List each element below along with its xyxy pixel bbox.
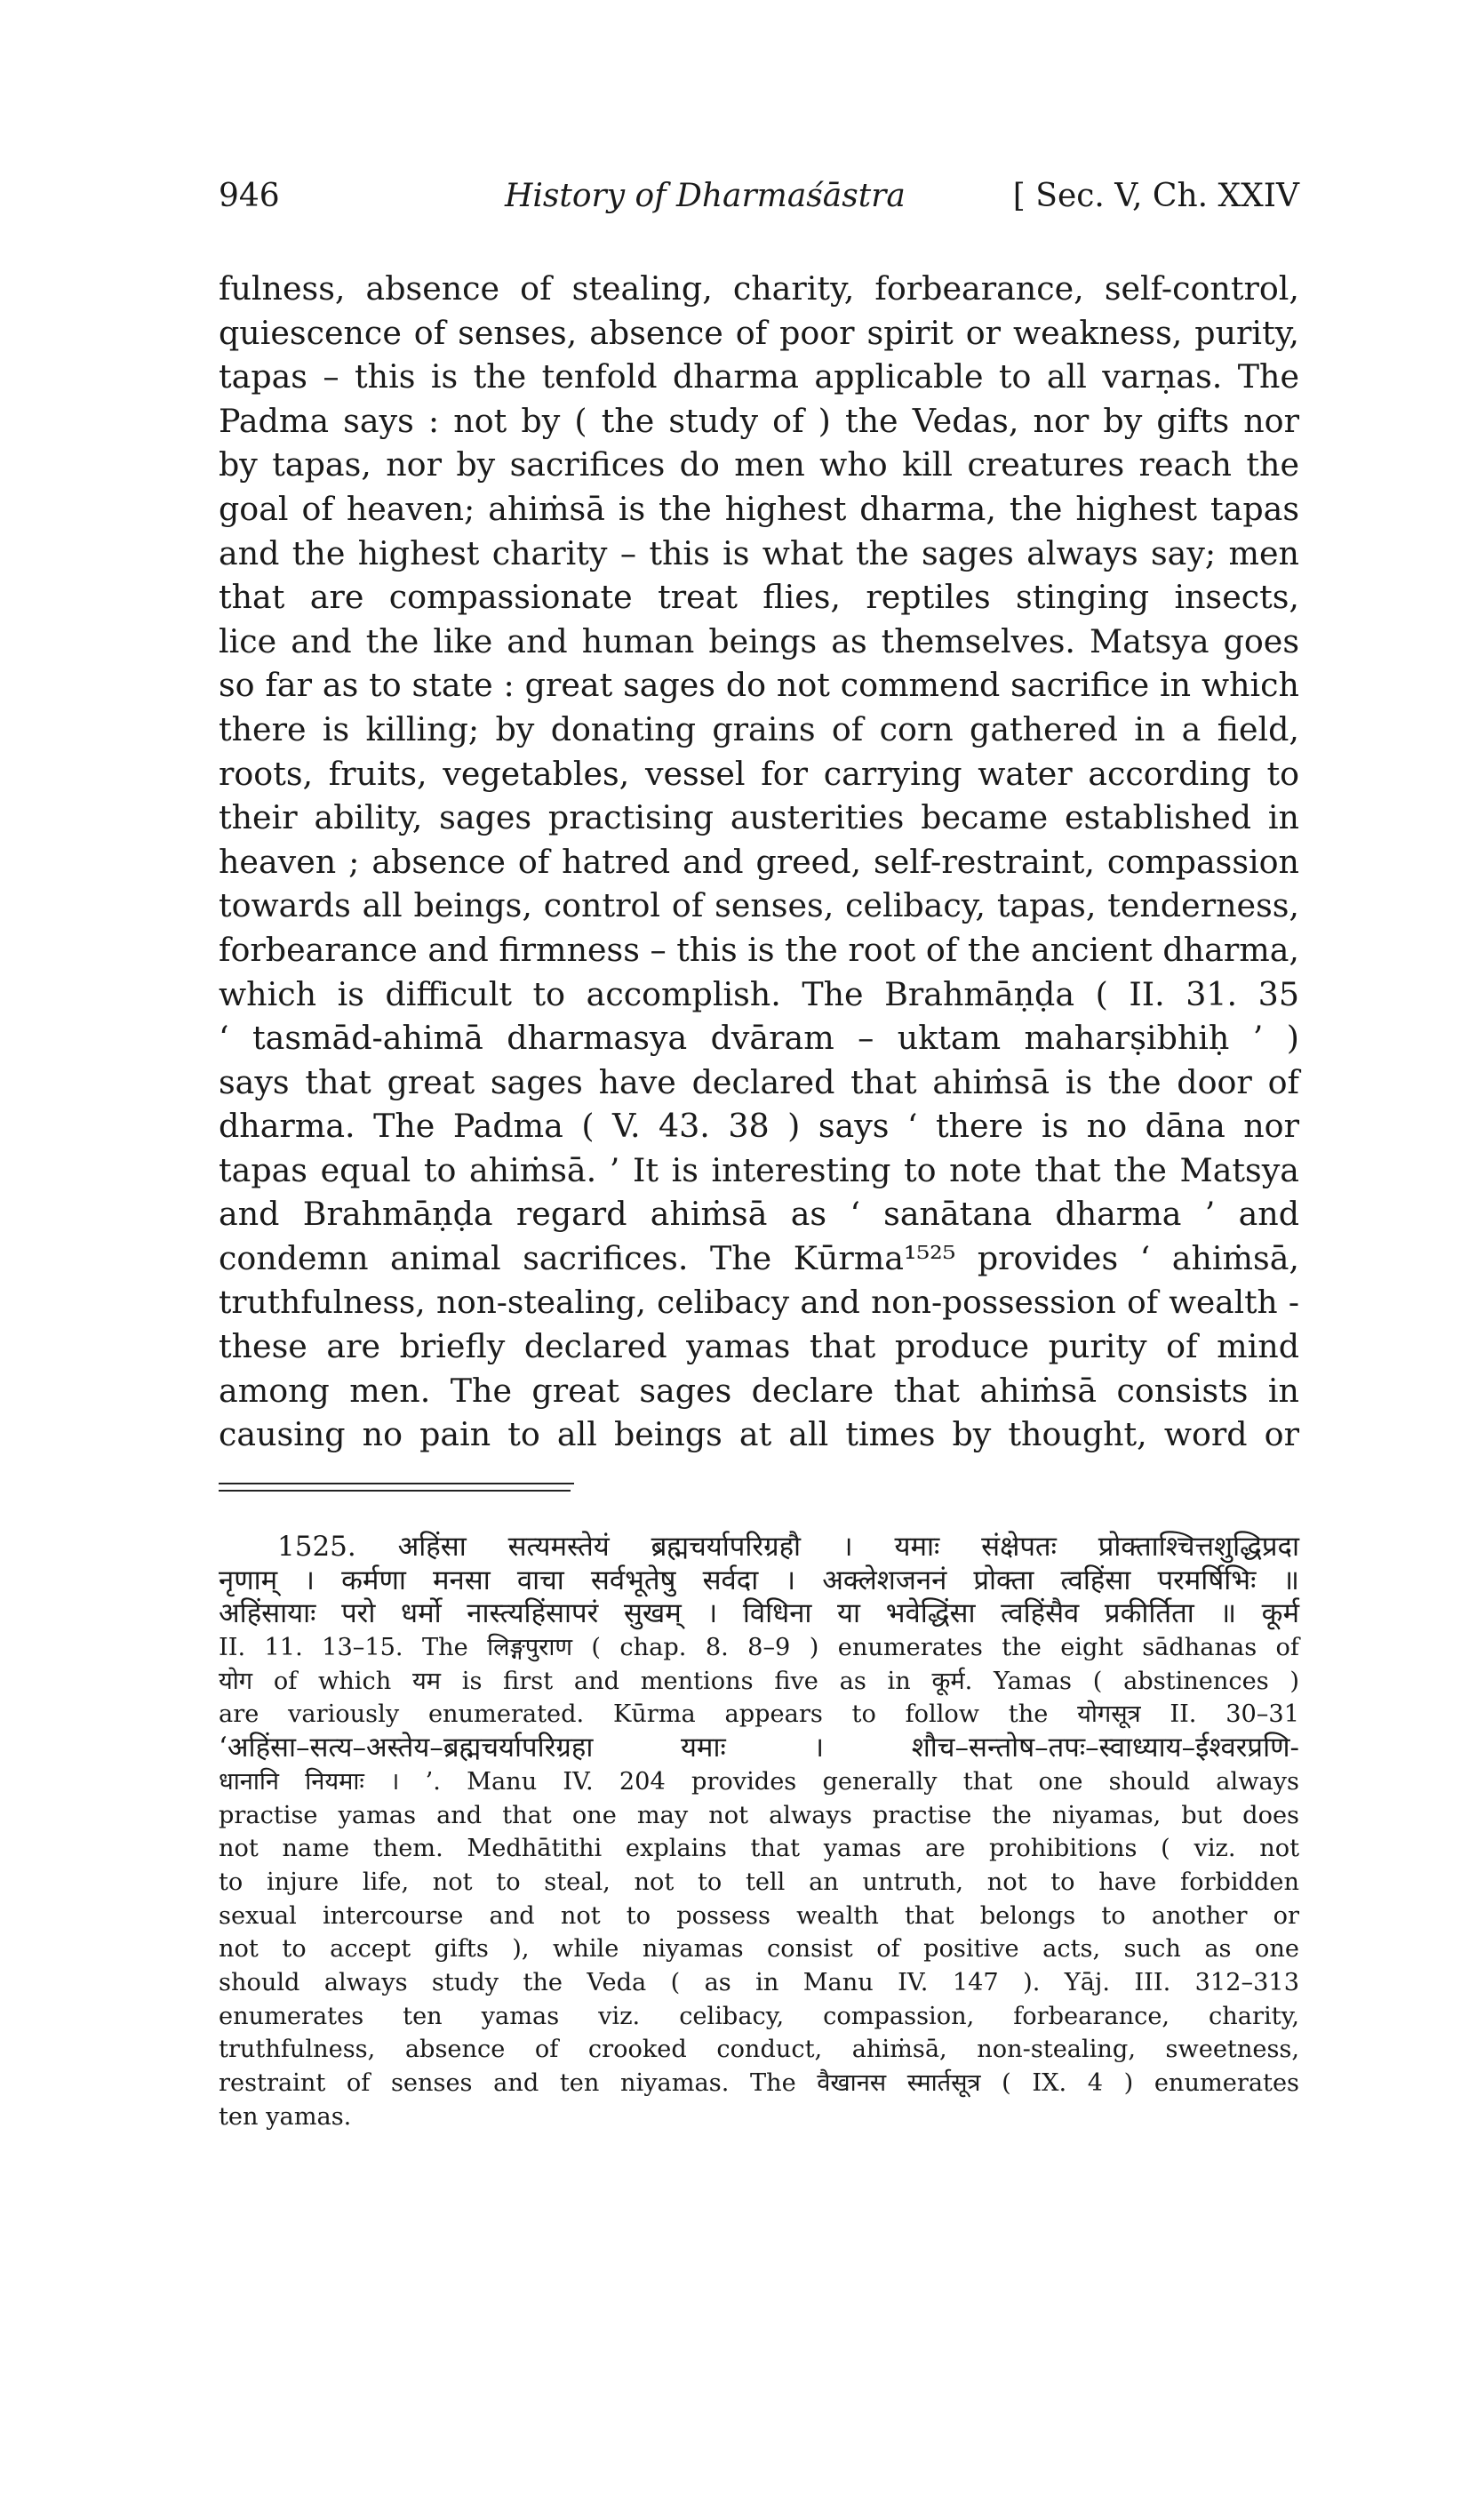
running-title: History of Dharmaśāstra xyxy=(505,178,906,214)
body-line: among men. The great sages declare that ahiṁsā consists in xyxy=(219,1371,1299,1410)
body-line: ‘ tasmād-ahimā dharmasya dvāram – uktam maharṣibhiḥ ’ ) xyxy=(219,1019,1299,1058)
body-line: heaven ; absence of hatred and greed, self-restraint, compassion xyxy=(219,842,1299,881)
section-label: [ Sec. V, Ch. XXIV xyxy=(1012,178,1299,214)
body-line: and the highest charity – this is what the sages always say; men xyxy=(219,533,1299,572)
page-number: 946 xyxy=(219,178,280,214)
footnote-line: to injure life, not to steal, not to tell an untruth, not to have forbidden xyxy=(219,1868,1299,1896)
body-line: that are compassionate treat flies, reptiles stinging insects, xyxy=(219,578,1299,617)
running-header xyxy=(219,178,1299,235)
body-line: tapas equal to ahiṁsā. ’ It is interesting to note that the Matsya xyxy=(219,1150,1299,1189)
footnote-line: enumerates ten yamas viz. celibacy, compassion, forbearance, charity, xyxy=(219,2002,1299,2030)
footnote-line: not to accept gifts ), while niyamas consist of positive acts, such as one xyxy=(219,1935,1299,1964)
footnote-1525 xyxy=(219,1531,1299,2133)
footnote-line: practise yamas and that one may not always practise the niyamas, but does xyxy=(219,1801,1299,1829)
footnote-line: are variously enumerated. Kūrma appears to follow the योगसूत्र II. 30–31 xyxy=(219,1700,1299,1729)
body-line: which is difficult to accomplish. The Brahmāṇḍa ( II. 31. 35 xyxy=(219,974,1299,1013)
footnote-line: ‘अहिंसा–सत्य–अस्तेय–ब्रह्मचर्यापरिग्रहा यमाः । शौच–सन्तोष–तपः–स्वाध्याय–ईश्वरप्रणि- xyxy=(219,1732,1299,1764)
footnote-line: अहिंसायाः परो धर्मो नास्त्यहिंसापरं सुखम् । विधिना या भवेद्धिंसा त्वहिंसैव प्रकीर्तिता ॥ कूर्म xyxy=(219,1597,1299,1630)
body-line: causing no pain to all beings at all times by thought, word or xyxy=(219,1415,1299,1454)
footnote-line: sexual intercourse and not to possess wealth that belongs to another or xyxy=(219,1901,1299,1930)
body-line: there is killing; by donating grains of corn gathered in a field, xyxy=(219,709,1299,748)
footnote-line: not name them. Medhātithi explains that yamas are prohibitions ( viz. not xyxy=(219,1835,1299,1863)
footnote-line: 1525. अहिंसा सत्यमस्तेयं ब्रह्मचर्यापरिग्रहौ । यमाः संक्षेपतः प्रोक्ताश्चित्तशुद्धिप्रदा xyxy=(277,1531,1299,1563)
body-line: Padma says : not by ( the study of ) the Vedas, nor by gifts nor xyxy=(219,401,1299,440)
body-line: forbearance and firmness – this is the root of the ancient dharma, xyxy=(219,930,1299,969)
body-line: towards all beings, control of senses, celibacy, tapas, tenderness, xyxy=(219,886,1299,925)
footnote-line: योग of which यम is first and mentions five as in कूर्म. Yamas ( abstinences ) xyxy=(219,1667,1299,1695)
body-line: by tapas, nor by sacrifices do men who kill creatures reach the xyxy=(219,445,1299,484)
body-line: dharma. The Padma ( V. 43. 38 ) says ‘ there is no dāna nor xyxy=(219,1107,1299,1146)
footnote-line: II. 11. 13–15. The लिङ्गपुराण ( chap. 8. 8–9 ) enumerates the eight sādhanas of xyxy=(219,1634,1299,1662)
body-line: condemn animal sacrifices. The Kūrma¹⁵²⁵ provides ‘ ahiṁsā, xyxy=(219,1239,1299,1278)
body-line: says that great sages have declared that ahiṁsā is the door of xyxy=(219,1062,1299,1101)
footnote-line: truthfulness, absence of crooked conduct, ahiṁsā, non-stealing, sweetness, xyxy=(219,2036,1299,2064)
footnote-rule-secondary xyxy=(219,1490,571,1492)
body-line: these are briefly declared yamas that produce purity of mind xyxy=(219,1327,1299,1366)
footnote-line: धानानि नियमाः । ’. Manu IV. 204 provides generally that one should always xyxy=(219,1767,1299,1796)
body-line: goal of heaven; ahiṁsā is the highest dharma, the highest tapas xyxy=(219,489,1299,528)
body-line: truthfulness, non-stealing, celibacy and non-possession of wealth - xyxy=(219,1284,1299,1321)
body-line: lice and the like and human beings as themselves. Matsya goes xyxy=(219,621,1299,660)
footnote-line: should always study the Veda ( as in Manu IV. 147 ). Yāj. III. 312–313 xyxy=(219,1968,1299,1996)
body-line: so far as to state : great sages do not commend sacrifice in which xyxy=(219,666,1299,705)
body-line: roots, fruits, vegetables, vessel for carrying water according to xyxy=(219,754,1299,793)
body-line: their ability, sages practising austerities became established in xyxy=(219,798,1299,837)
body-line: quiescence of senses, absence of poor spirit or weakness, purity, xyxy=(219,313,1299,352)
body-line: tapas – this is the tenfold dharma applicable to all varṇas. The xyxy=(219,357,1299,396)
footnote-line: restraint of senses and ten niyamas. The वैखानस स्मार्तसूत्र ( IX. 4 ) enumerates xyxy=(219,2069,1299,2097)
footnote-line: ten yamas. xyxy=(219,2102,352,2131)
footnote-rule xyxy=(219,1483,574,1484)
footnote-line: नृणाम् । कर्मणा मनसा वाचा सर्वभूतेषु सर्वदा । अक्लेशजननं प्रोक्ता त्वहिंसा परमर्षिभिः ॥ xyxy=(219,1564,1299,1596)
body-line: fulness, absence of stealing, charity, forbearance, self-control, xyxy=(219,269,1299,308)
main-text xyxy=(219,267,1299,1457)
body-line: and Brahmāṇḍa regard ahiṁsā as ‘ sanātana dharma ’ and xyxy=(219,1195,1299,1234)
